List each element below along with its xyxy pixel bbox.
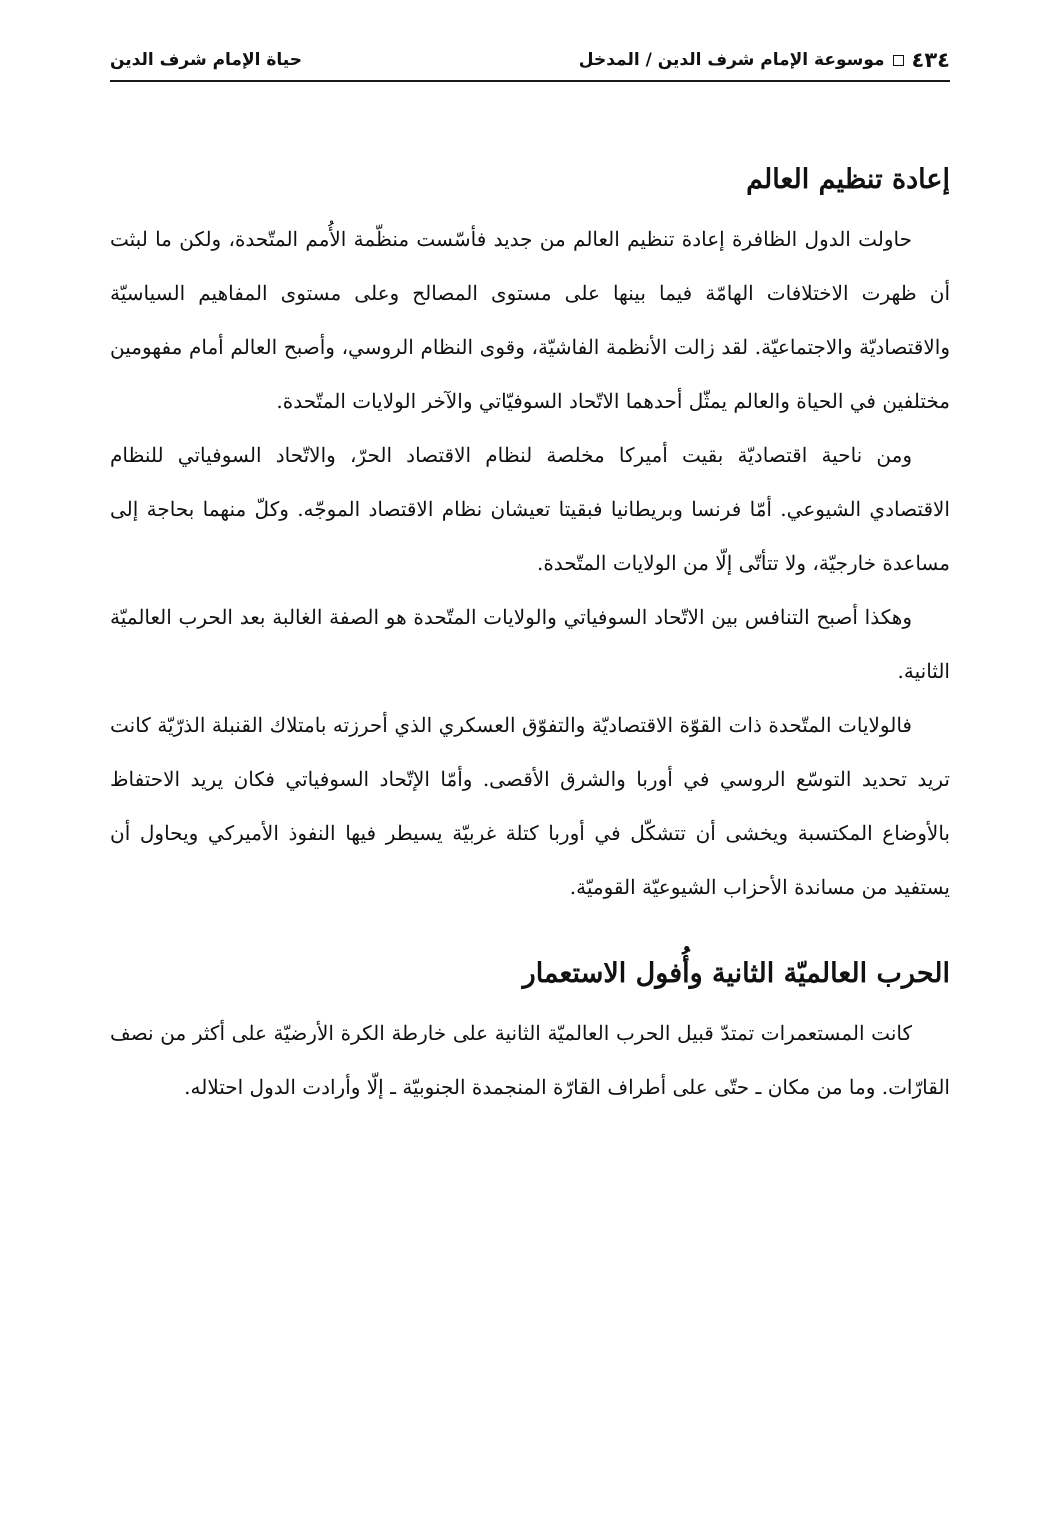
paragraph: كانت المستعمرات تمتدّ قبيل الحرب العالميّة الثانية على خارطة الكرة الأرضيّة على أكثر من نصف القارّات. وما من مكان ـ حتّى على أطراف القارّة المنجمدة الجنوبيّة ـ إلّا وأرادت الدول احتلاله.: [110, 1021, 950, 1099]
section-heading: الحرب العالميّة الثانية وأُفول الاستعمار: [522, 958, 950, 989]
section-heading: إعادة تنظيم العالم: [746, 164, 950, 195]
paragraph: ومن ناحية اقتصاديّة بقيت أميركا مخلصة لنظام الاقتصاد الحرّ، والاتّحاد السوفياتي للنظام الاقتصادي الشيوعي. أمّا فرنسا وبريطانيا فبقيتا تعيشان نظام الاقتصاد الموجّه. وكلّ منهما بحاجة إلى مساعدة خارجيّة، ولا تتأتّى إلّا من الولايات المتّحدة.: [110, 443, 950, 575]
square-outline-icon: [893, 55, 904, 66]
page-body: [110, 148, 950, 1114]
paragraph: وهكذا أصبح التنافس بين الاتّحاد السوفياتي والولايات المتّحدة هو الصفة الغالبة بعد الحرب العالميّة الثانية.: [110, 605, 950, 683]
book-section-title: موسوعة الإمام شرف الدين / المدخل: [578, 50, 885, 70]
running-head: [110, 40, 950, 82]
chapter-title: حياة الإمام شرف الدين: [110, 50, 302, 70]
page-number: ٤٣٤: [911, 48, 950, 72]
running-head-right: [579, 48, 950, 72]
paragraph: حاولت الدول الظافرة إعادة تنظيم العالم من جديد فأسّست منظّمة الأُمم المتّحدة، ولكن ما لبثت أن ظهرت الاختلافات الهامّة فيما بينها على مستوى المصالح وعلى مستوى المفاهيم السياسيّة والاقتصاديّة والاجتماعيّة. لقد زالت الأنظمة الفاشيّة، وقوى النظام الروسي، وأصبح العالم أمام مفهومين مختلفين في الحياة والعالم يمثّل أحدهما الاتّحاد السوفيّاتي والآخر الولايات المتّحدة.: [110, 227, 950, 413]
paragraph: فالولايات المتّحدة ذات القوّة الاقتصاديّة والتفوّق العسكري الذي أحرزته بامتلاك القنبلة الذرّيّة كانت تريد تحديد التوسّع الروسي في أوربا والشرق الأقصى. وأمّا الإتّحاد السوفياتي فكان يريد الاحتفاظ بالأوضاع المكتسبة ويخشى أن تتشكّل في أوربا كتلة غربيّة يسيطر فيها النفوذ الأميركي ويحاول أن يستفيد من مساندة الأحزاب الشيوعيّة القوميّة.: [110, 713, 950, 899]
